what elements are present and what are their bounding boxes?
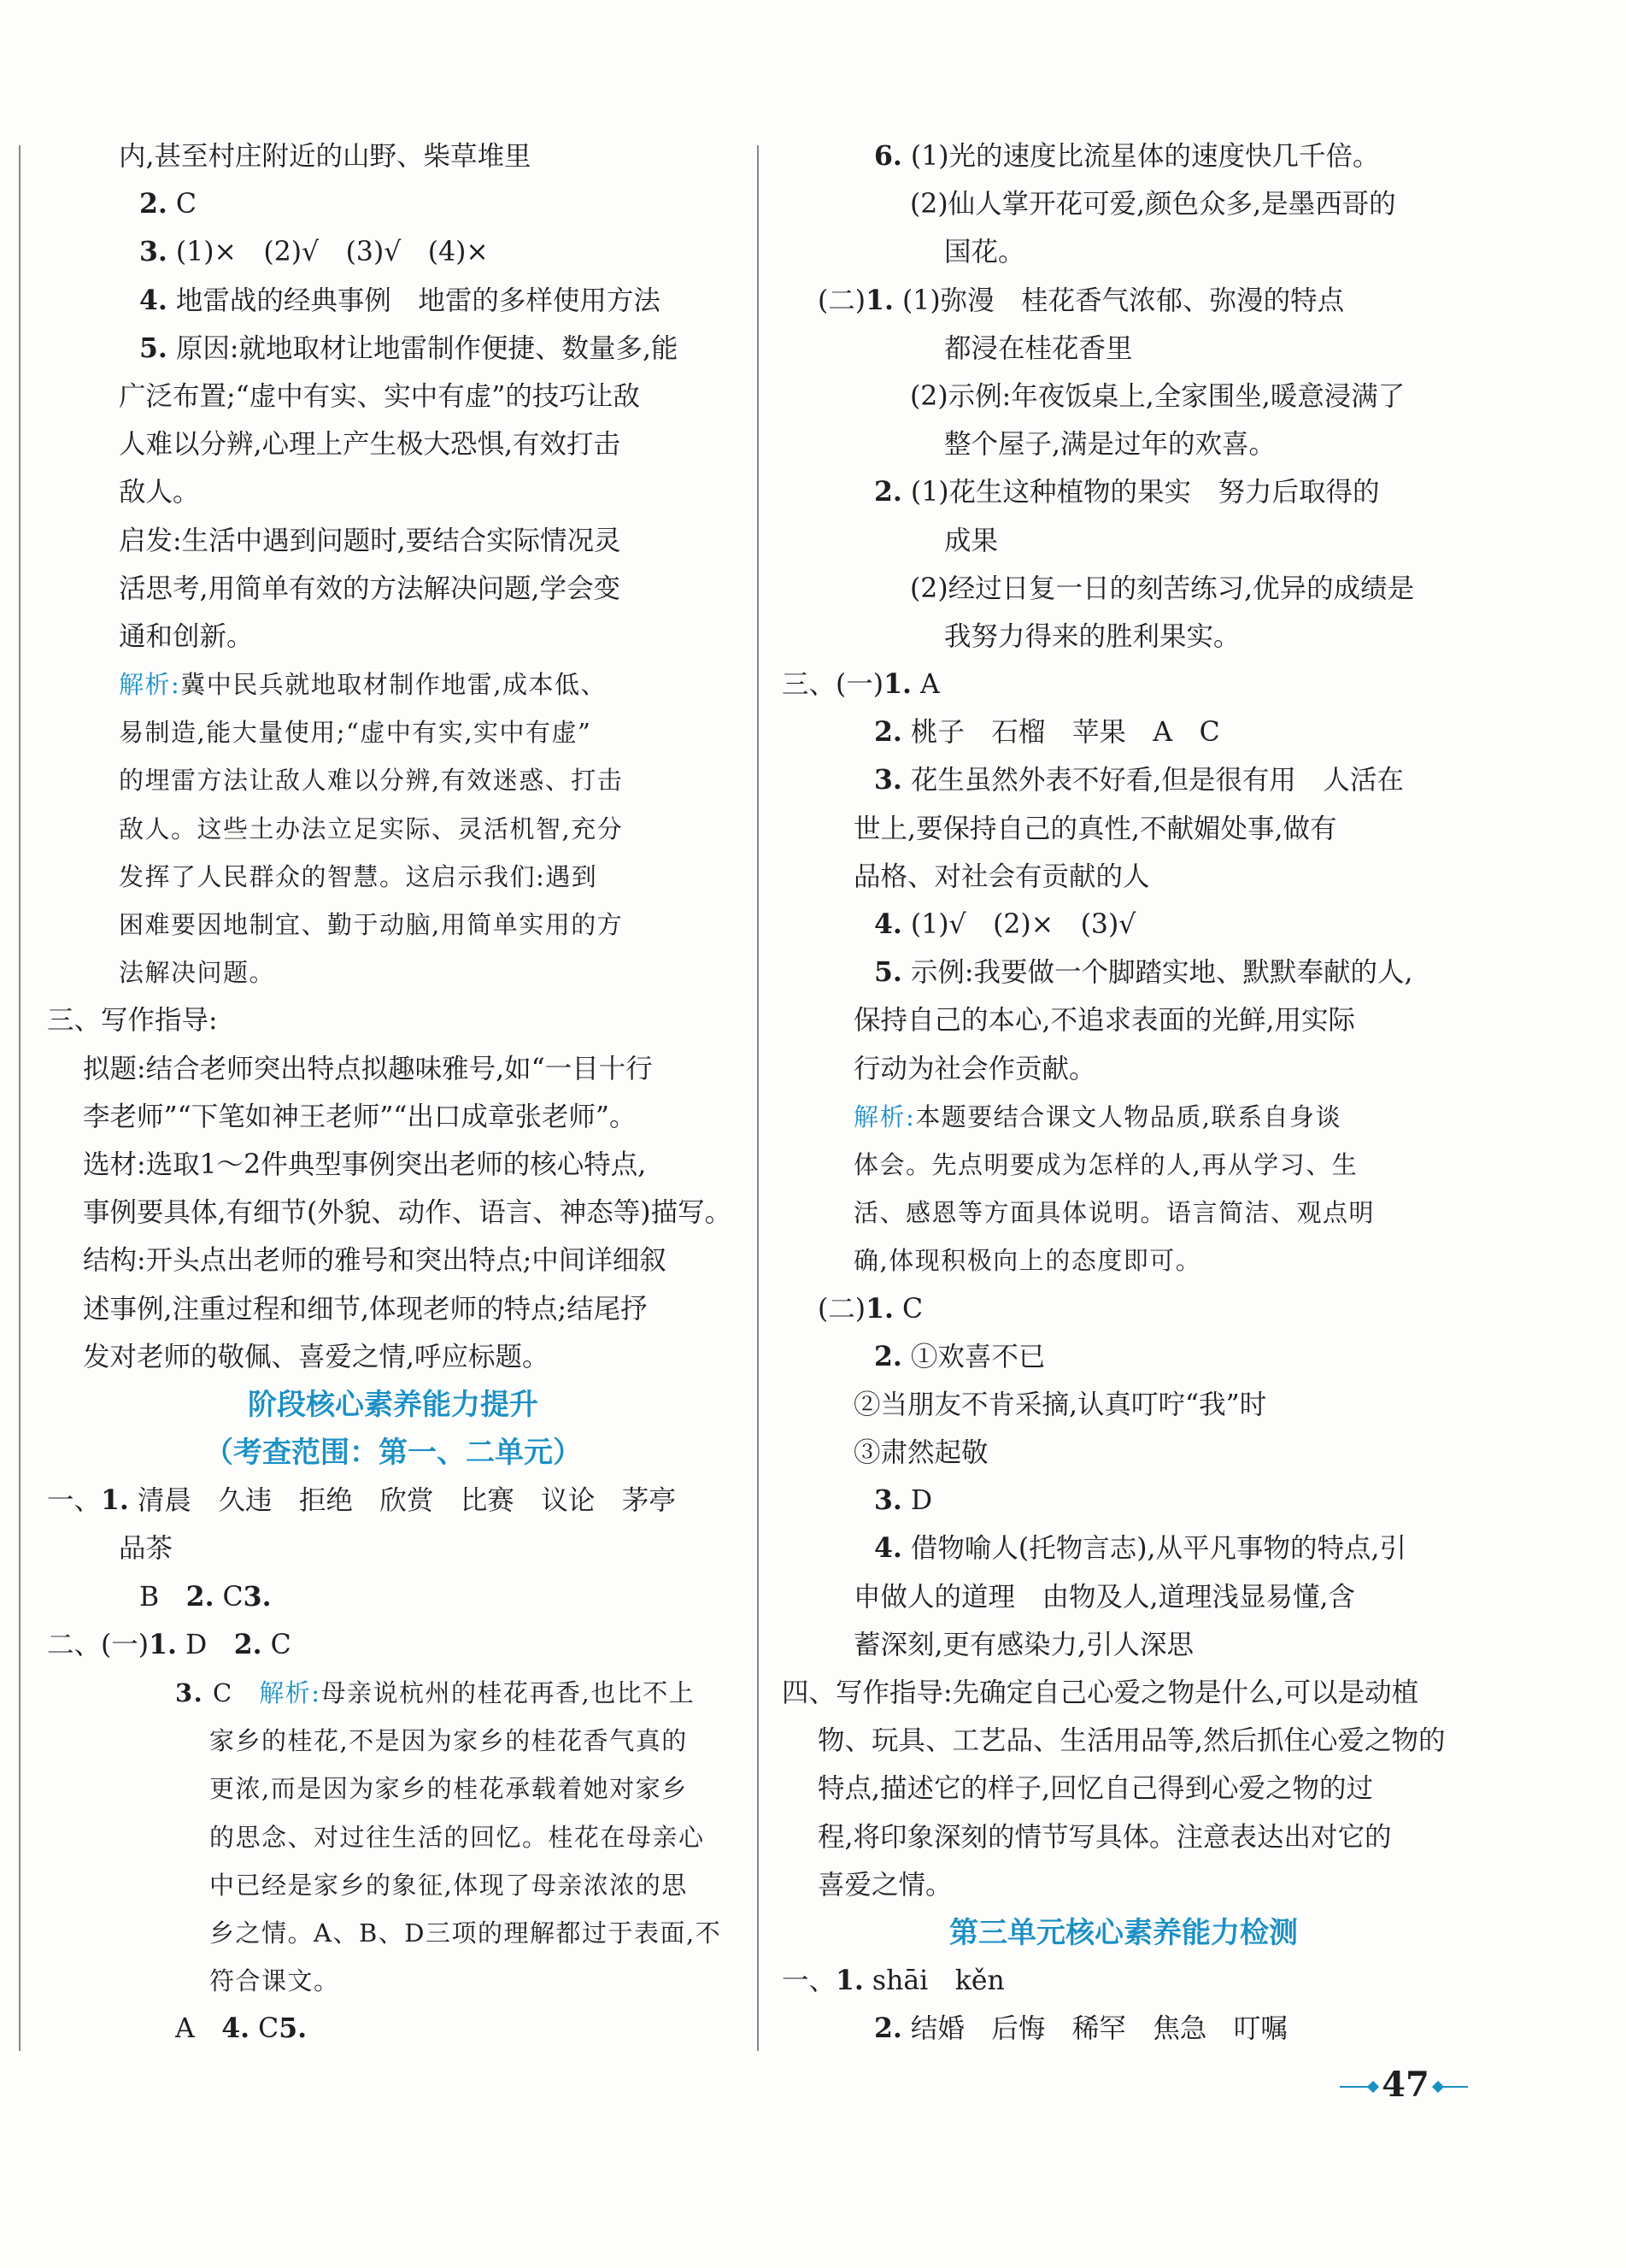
answer-text: 李老师”“下笔如神王老师”“出口成章张老师”。 [83,1101,637,1132]
explanation-line [782,1141,1465,1189]
answer-text: 借物喻人(托物言志),从平凡事物的特点,引 [901,1533,1407,1565]
item-number: 2. [874,2012,902,2045]
section-heading: （考查范围：第一、二单元） [204,1436,582,1471]
answer-text: 人难以分辨,心理上产生极大恐惧,有效打击 [119,429,621,461]
explanation-line [47,1765,739,1813]
answer-text: 物、玩具、工艺品、生活用品等,然后抓住心爱之物的 [818,1725,1446,1757]
page-number-ornament [1340,2059,1468,2111]
answer-text: 易制造,能大量使用;“虚中有实,实中有虚” [119,718,592,748]
answer-line [782,468,1465,516]
answer-text: 我努力得来的胜利果实。 [944,620,1241,652]
left-margin-rule [19,145,21,2051]
answer-line [782,1285,1465,1333]
answer-line [47,613,739,661]
answer-text: 困难要因地制宜、勤于动脑,用简单实用的方 [119,910,624,939]
answer-text: (1)花生这种植物的果实 努力后取得的 [901,477,1380,508]
answer-text: 保持自己的本心,不追求表面的光鲜,用实际 [854,1005,1356,1037]
answer-text: shāi kěn [863,1965,1005,1997]
explanation-label: 解析: [119,670,181,700]
item-number: 2. [874,716,902,749]
item-number: 1. [836,1965,864,1997]
explanation-line [47,805,739,853]
answer-line [47,325,739,373]
item-number: 2. [233,1628,262,1660]
answer-line [47,1285,739,1333]
answer-text: (二) [818,285,866,316]
answer-line [782,756,1465,804]
answer-text: 敌人。这些土办法立足实际、灵活机智,充分 [119,814,624,843]
answer-text: 成果 [944,525,999,556]
item-number: 3. [139,236,167,268]
answer-text: 桃子 石榴 苹果 A C [901,717,1220,749]
answer-line [782,949,1465,996]
explanation-line [47,1957,739,2005]
answer-text: 家乡的桂花,不是因为家乡的桂花香气真的 [209,1726,688,1756]
item-number: 5. [279,2012,308,2045]
answer-text: 行动为社会作贡献。 [854,1053,1096,1084]
explanation-line [782,1189,1465,1237]
answer-line [782,1957,1465,2005]
answer-text: 选材:选取1～2件典型事例突出老师的核心特点, [83,1149,647,1180]
answer-text: (1)弥漫 桂花香气浓郁、弥漫的特点 [893,285,1345,316]
answer-line [782,420,1465,468]
answer-line [47,277,739,325]
answer-text: 品格、对社会有贡献的人 [854,861,1150,892]
answer-line [47,420,739,468]
answer-line [47,1045,739,1093]
ornament-line-left [1340,2086,1371,2088]
item-number: 2. [185,1580,214,1613]
answer-line [782,228,1465,276]
answer-text: 一、 [47,1485,102,1517]
answer-line [782,1525,1465,1572]
answer-text: (2)经过日复一日的刻苦练习,优异的成绩是 [910,573,1415,604]
explanation-line [47,661,739,708]
explanation-line [47,1669,739,1717]
answer-text: 启发:生活中遇到问题时,要结合实际情况灵 [119,525,621,556]
answer-line [47,1093,739,1141]
answer-text: 国花。 [944,237,1025,268]
answer-text: 通和创新。 [119,620,254,652]
item-number: 1. [866,284,894,316]
ornament-diamond-left [1367,2081,1379,2093]
answer-text: (二) [818,1293,866,1325]
explanation-line [47,901,739,949]
answer-text: 三、(一) [782,669,884,701]
answer-text: 广泛布置;“虚中有实、实中有虚”的技巧让敌 [119,380,640,412]
answer-text: B [139,1581,186,1613]
answer-text: 体会。先点明要成为怎样的人,再从学习、生 [854,1149,1359,1179]
answer-text: 三、写作指导: [47,1005,218,1037]
answer-text: 示例:我要做一个脚踏实地、默默奉献的人, [901,957,1413,989]
answer-text: 法解决问题。 [119,958,276,988]
answer-text: 一、 [782,1965,836,1997]
answer-text: ②当朋友不肯采摘,认真叮咛“我”时 [854,1389,1267,1420]
answer-line [782,132,1465,180]
explanation-line [47,1813,739,1861]
item-number: 1. [883,668,912,701]
answer-line [47,132,739,180]
answer-text: 发对老师的敬佩、喜爱之情,呼应标题。 [83,1341,549,1372]
answer-line [782,1429,1465,1477]
answer-line [782,1477,1465,1525]
explanation-line [782,1237,1465,1284]
explanation-line [782,1093,1465,1141]
answer-text: 申做人的道理 由物及人,道理浅显易懂,含 [854,1581,1356,1613]
item-number: 2. [139,188,167,220]
answer-text: ③肃然起敬 [854,1437,989,1469]
answer-line [782,613,1465,661]
answer-line [47,228,739,276]
answer-text: 程,将印象深刻的情节写具体。注意表达出对它的 [818,1821,1392,1853]
answer-text: 敌人。 [119,477,200,508]
answer-text: 结构:开头点出老师的雅号和突出特点;中间详细叙 [83,1245,666,1277]
explanation-line [47,1909,739,1957]
answer-text: 述事例,注重过程和细节,体现老师的特点;结尾抒 [83,1293,648,1325]
answer-text: A [175,2013,222,2045]
answer-text: 喜爱之情。 [818,1869,953,1901]
answer-text: 活、感恩等方面具体说明。语言简洁、观点明 [854,1198,1376,1228]
answer-line [782,1621,1465,1669]
answer-text: 特点,描述它的样子,回忆自己得到心爱之物的过 [818,1773,1374,1805]
answer-text: 内,甚至村庄附近的山野、柴草堆里 [119,141,531,172]
answer-text: 中已经是家乡的象征,体现了母亲浓浓的思 [209,1870,688,1900]
answer-text: (1)× (2)√ (3)√ (4)× [167,237,489,268]
answer-line [782,2005,1465,2053]
item-number: 1. [101,1484,129,1517]
answer-text: 结婚 后悔 稀罕 焦急 叮嘱 [901,2013,1288,2045]
answer-text: 四、写作指导:先确定自己心爱之物是什么,可以是动植 [782,1677,1419,1708]
answer-text: D [176,1629,234,1660]
answer-text: C [893,1293,924,1325]
answer-line [782,1669,1465,1717]
explanation-line [47,1861,739,1909]
item-number: 1. [866,1292,894,1325]
answer-line [782,805,1465,853]
answer-text: 世上,要保持自己的真性,不献媚处事,做有 [854,813,1337,844]
answer-line [47,1141,739,1189]
item-number: 1. [149,1628,177,1660]
answer-line [47,1573,739,1621]
column-divider [757,145,759,2051]
section-heading: 第三单元核心素养能力检测 [949,1915,1298,1950]
answer-text: 本题要结合课文人物品质,联系自身谈 [915,1102,1342,1131]
answer-text: 更浓,而是因为家乡的桂花承载着她对家乡 [209,1774,688,1804]
answer-line [47,1525,739,1572]
answer-line [782,325,1465,373]
answer-text: 冀中民兵就地取材制作地雷,成本低、 [180,670,608,700]
answer-text: 拟题:结合老师突出特点拟趣味雅号,如“一目十行 [83,1053,653,1084]
answer-line [47,468,739,516]
answer-text: 整个屋子,满是过年的欢喜。 [944,429,1277,461]
answer-line [782,1861,1465,1909]
answer-text: ①欢喜不已 [901,1341,1046,1372]
section-heading: 阶段核心素养能力提升 [248,1387,538,1422]
answer-line [782,853,1465,901]
answer-line [47,180,739,228]
answer-line [782,517,1465,565]
item-number: 4. [221,2012,250,2045]
answer-line [782,1765,1465,1813]
answer-line [782,373,1465,420]
item-number: 5. [139,332,167,364]
answer-text: 原因:就地取材让地雷制作便捷、数量多,能 [167,332,678,364]
ornament-line-right [1441,2086,1468,2088]
answer-text: (1)√ (2)× (3)√ [901,909,1136,940]
answer-text: 花生虽然外表不好看,但是很有用 人活在 [901,765,1404,796]
item-number: 4. [874,1532,902,1565]
left-column [47,132,739,2054]
item-number: 6. [874,140,902,172]
explanation-line [47,853,739,901]
answer-line [47,1477,739,1525]
answer-line [782,565,1465,613]
answer-line [782,1717,1465,1765]
answer-text: 符合课文。 [209,1966,340,1996]
answer-line [47,1621,739,1669]
answer-text: (2)仙人掌开花可爱,颜色众多,是墨西哥的 [910,189,1396,220]
answer-text: C [261,1629,291,1660]
explanation-line [47,1717,739,1765]
answer-text: 清晨 久违 拒绝 欣赏 比赛 议论 茅亭 [128,1485,676,1517]
explanation-line [47,708,739,756]
item-number: 4. [874,908,902,940]
answer-line [47,996,739,1044]
explanation-label: 解析: [259,1678,321,1707]
item-number: 2. [874,476,902,508]
answer-line [47,1333,739,1381]
answer-text: 地雷战的经典事例 地雷的多样使用方法 [167,285,660,316]
explanation-label: 解析: [854,1102,916,1131]
page-number: 47 [1382,2065,1429,2105]
item-number: 3. [874,764,902,796]
answer-text: (2)示例:年夜饭桌上,全家围坐,暖意浸满了 [910,380,1406,412]
answer-line [782,180,1465,228]
answer-line [47,373,739,420]
answer-line [782,1045,1465,1093]
answer-line [47,2005,739,2053]
answer-text: 蓄深刻,更有感染力,引人深思 [854,1629,1195,1660]
answer-line [782,708,1465,756]
item-number: 5. [874,956,902,989]
answer-text: 的埋雷方法让敌人难以分辨,有效迷惑、打击 [119,766,624,796]
answer-line [782,901,1465,949]
answer-text: C [167,189,197,220]
answer-line [782,1333,1465,1381]
answer-text: 二、(一) [47,1629,150,1660]
answer-text: 活思考,用简单有效的方法解决问题,学会变 [119,573,621,604]
item-number: 3. [243,1580,272,1613]
answer-text: D [901,1485,933,1517]
answer-text: C [249,2013,279,2045]
answer-text: 乡之情。A、B、D三项的理解都过于表面,不 [209,1918,722,1948]
answer-text: 母亲说杭州的桂花再香,也比不上 [320,1678,696,1707]
answer-text: 确,体现积极向上的态度即可。 [854,1246,1202,1276]
answer-line [782,661,1465,708]
answer-line [47,517,739,565]
right-column [782,132,1465,2054]
answer-line [782,1573,1465,1621]
answer-line [47,1189,739,1237]
item-number: 3. [175,1678,204,1707]
answer-text: A [911,669,940,701]
answer-line [782,1381,1465,1429]
answer-line [782,277,1465,325]
explanation-line [47,756,739,804]
answer-text: 品茶 [119,1533,173,1565]
item-number: 4. [139,284,167,316]
answer-text: 事例要具体,有细节(外貌、动作、语言、神态等)描写。 [83,1197,732,1229]
answer-text: C [214,1581,244,1613]
item-number: 3. [874,1484,902,1517]
answer-line [47,565,739,613]
answer-text: 都浸在桂花香里 [944,332,1133,364]
answer-line [782,996,1465,1044]
answer-text: 的思念、对过往生活的回忆。桂花在母亲心 [209,1822,705,1852]
answer-line [782,1813,1465,1861]
answer-text: C [203,1678,260,1707]
answer-line [47,1237,739,1284]
answer-text: 发挥了人民群众的智慧。这启示我们:遇到 [119,861,598,891]
answer-text: (1)光的速度比流星体的速度快几千倍。 [901,141,1380,172]
explanation-line [47,949,739,996]
item-number: 2. [874,1340,902,1372]
